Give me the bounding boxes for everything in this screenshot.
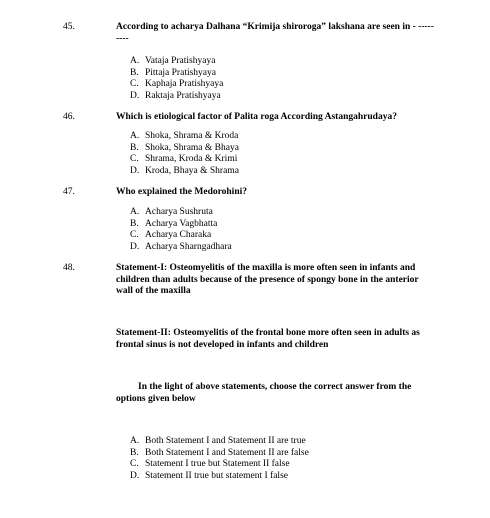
question-text: According to acharya Dalhana “Krimija shiroroga” lakshana are seen in - --------- (116, 22, 434, 44)
option-text: Acharya Charaka (145, 230, 212, 241)
option-a[interactable] (130, 436, 309, 448)
option-letter: D. (130, 470, 140, 481)
option-d[interactable] (130, 91, 223, 103)
options-list (130, 207, 232, 253)
option-letter: B. (130, 218, 139, 229)
option-text: Vataja Pratishyaya (145, 56, 216, 66)
statement-1: Statement-I: Osteomyelitis of the maxilla is more often seen in infants and children than adults because of the presence of spongy bone in the anterior wall of the maxilla (116, 263, 419, 296)
option-letter: D. (130, 165, 140, 176)
option-letter: B. (130, 447, 139, 458)
question-number: 46. (63, 112, 75, 122)
option-letter: C. (130, 230, 139, 241)
option-text: Shrama, Kroda & Krimi (145, 154, 238, 165)
instruction-text: In the light of above statements, choose the correct answer from the options given below (116, 382, 412, 404)
question-text: Who explained the Medorohini? (116, 187, 247, 197)
option-b[interactable] (130, 219, 232, 231)
option-b[interactable] (130, 68, 223, 80)
option-c[interactable] (130, 79, 223, 91)
option-c[interactable] (130, 230, 232, 242)
option-text: Shoka, Shrama & Bhaya (145, 142, 239, 153)
option-text: Kaphaja Pratishyaya (145, 79, 224, 90)
option-letter: D. (130, 241, 140, 252)
option-d[interactable] (130, 471, 309, 483)
option-d[interactable] (130, 166, 239, 178)
option-letter: B. (130, 67, 139, 78)
option-letter: C. (130, 459, 139, 470)
question-number: 45. (63, 22, 75, 32)
option-b[interactable] (130, 143, 239, 155)
option-letter: C. (130, 79, 139, 90)
option-a[interactable] (130, 56, 223, 68)
question-number: 48. (63, 263, 75, 273)
question-number: 47. (63, 187, 75, 197)
option-text: Acharya Vagbhatta (145, 218, 218, 229)
option-a[interactable] (130, 207, 232, 219)
option-text: Both Statement I and Statement II are false (145, 447, 309, 458)
option-text: Acharya Sharngadhara (145, 241, 232, 252)
options-list (130, 436, 309, 482)
option-letter: C. (130, 154, 139, 165)
option-b[interactable] (130, 448, 309, 460)
option-letter: A. (130, 56, 140, 66)
option-text: Shoka, Shrama & Kroda (145, 131, 239, 141)
option-letter: B. (130, 142, 139, 153)
question-text: Which is etiological factor of Palita roga According Astangahrudaya? (116, 112, 397, 122)
option-text: Raktaja Pratishyaya (145, 90, 221, 101)
option-letter: A. (130, 436, 140, 446)
option-text: Statement I true but Statement II false (145, 459, 290, 470)
option-d[interactable] (130, 242, 232, 254)
option-letter: D. (130, 90, 140, 101)
option-text: Both Statement I and Statement II are true (145, 436, 306, 446)
option-text: Acharya Sushruta (145, 207, 213, 217)
option-text: Pittaja Pratishyaya (145, 67, 216, 78)
option-a[interactable] (130, 131, 239, 143)
options-list (130, 56, 223, 102)
statement-2: Statement-II: Osteomyelitis of the frontal bone more often seen in adults as frontal sinus is not developed in infants and children (116, 328, 420, 350)
option-c[interactable] (130, 154, 239, 166)
options-list (130, 131, 239, 177)
option-text: Kroda, Bhaya & Shrama (145, 165, 239, 176)
option-letter: A. (130, 207, 140, 217)
option-text: Statement II true but statement I false (145, 470, 288, 481)
option-c[interactable] (130, 459, 309, 471)
option-letter: A. (130, 131, 140, 141)
